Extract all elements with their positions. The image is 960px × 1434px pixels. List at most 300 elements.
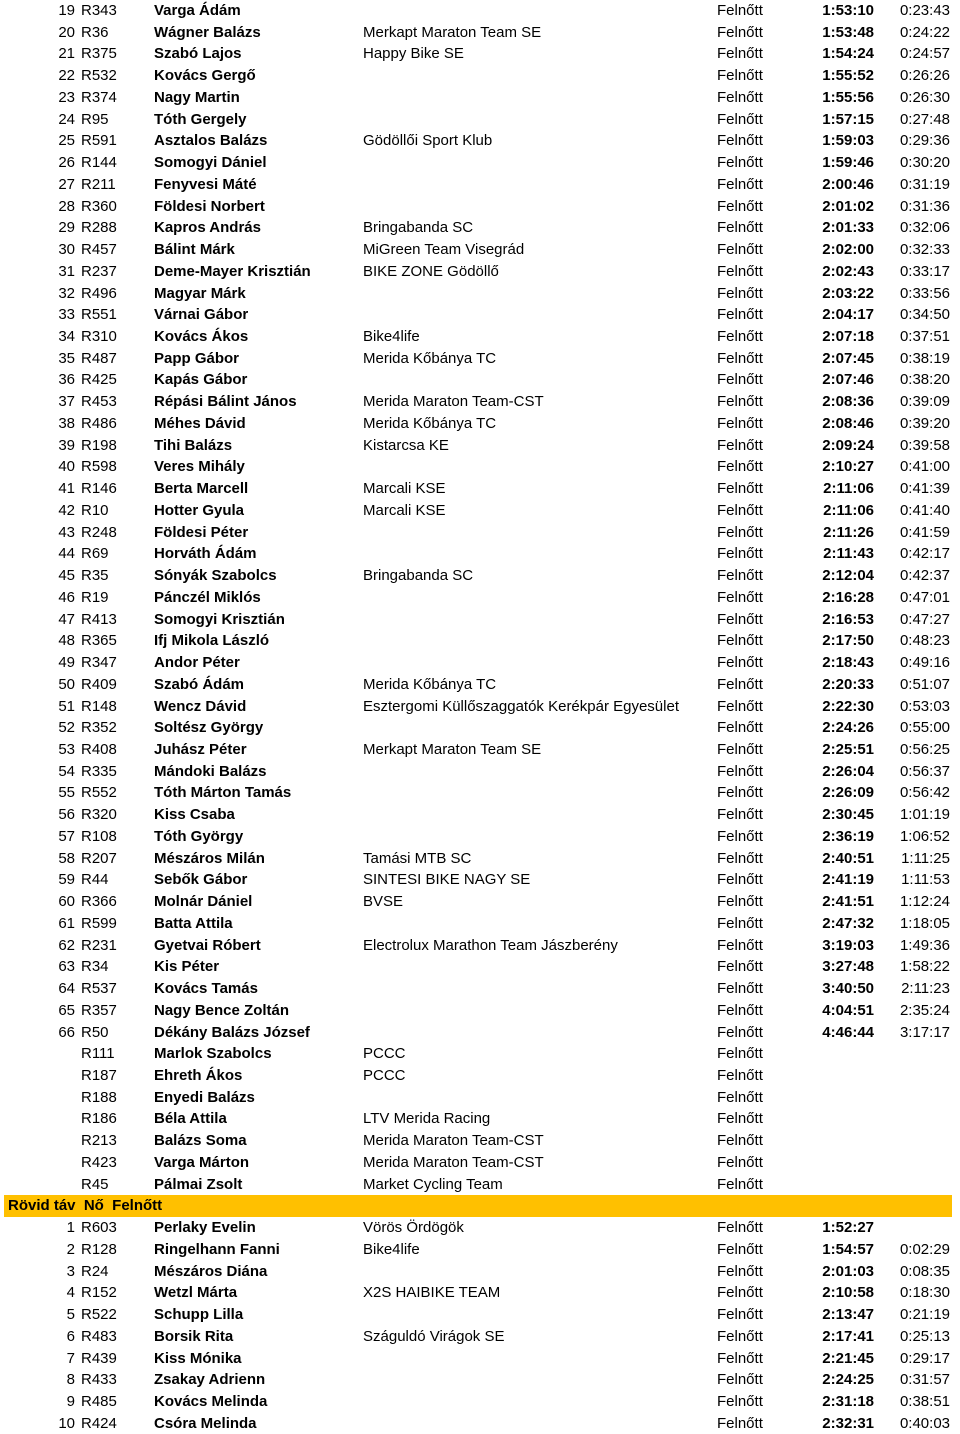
cell-name: Zsakay Adrienn — [154, 1371, 266, 1389]
cell-gap: 0:02:29 — [899, 1240, 950, 1258]
cell-bib: R423 — [81, 1153, 117, 1171]
table-row — [0, 1369, 960, 1391]
table-row — [0, 543, 960, 565]
cell-time: 2:40:51 — [822, 849, 874, 867]
cell-category: Felnőtt — [717, 610, 763, 628]
cell-gap: 3:17:17 — [899, 1023, 950, 1041]
cell-bib: R146 — [81, 480, 117, 498]
cell-time: 1:53:48 — [822, 23, 874, 41]
cell-team: BIKE ZONE Gödöllő — [363, 262, 499, 280]
cell-rank: 59 — [58, 871, 75, 889]
cell-category: Felnőtt — [717, 1327, 763, 1345]
cell-bib: R108 — [81, 827, 117, 845]
cell-rank: 30 — [58, 241, 75, 259]
cell-category: Felnőtt — [717, 1349, 763, 1367]
cell-bib: R207 — [81, 849, 117, 867]
cell-team: Tamási MTB SC — [363, 849, 472, 867]
cell-gap: 0:29:17 — [899, 1349, 950, 1367]
cell-time: 1:55:52 — [822, 67, 874, 85]
cell-category: Felnőtt — [717, 1023, 763, 1041]
cell-gap: 0:31:19 — [899, 175, 950, 193]
cell-bib: R551 — [81, 306, 117, 324]
cell-bib: R347 — [81, 654, 117, 672]
cell-category: Felnőtt — [717, 1262, 763, 1280]
cell-team: Merkapt Maraton Team SE — [363, 740, 542, 758]
cell-bib: R486 — [81, 414, 117, 432]
cell-category: Felnőtt — [717, 1110, 763, 1128]
cell-name: Kiss Csaba — [154, 806, 235, 824]
cell-rank: 6 — [66, 1327, 75, 1345]
table-row — [0, 891, 960, 913]
cell-time: 2:36:19 — [822, 827, 874, 845]
cell-gap: 0:34:50 — [899, 306, 950, 324]
cell-rank: 36 — [58, 371, 75, 389]
table-row — [0, 587, 960, 609]
cell-rank: 53 — [58, 740, 75, 758]
cell-time: 1:54:24 — [822, 45, 874, 63]
cell-bib: R111 — [81, 1045, 115, 1063]
cell-bib: R599 — [81, 914, 117, 932]
cell-category: Felnőtt — [717, 88, 763, 106]
cell-time: 2:02:00 — [822, 241, 874, 259]
table-row — [0, 326, 960, 348]
table-row — [0, 130, 960, 152]
cell-time: 1:59:03 — [822, 132, 874, 150]
cell-time: 2:07:18 — [822, 328, 874, 346]
cell-team: LTV Merida Racing — [363, 1110, 491, 1128]
cell-team: MiGreen Team Visegrád — [363, 241, 525, 259]
cell-name: Szabó Lajos — [154, 45, 242, 63]
cell-category: Felnőtt — [717, 1153, 763, 1171]
cell-category: Felnőtt — [717, 762, 763, 780]
cell-team: Market Cycling Team — [363, 1175, 503, 1193]
cell-rank: 32 — [58, 284, 75, 302]
cell-name: Horváth Ádám — [154, 545, 257, 563]
cell-name: Deme-Mayer Krisztián — [154, 262, 311, 280]
cell-category: Felnőtt — [717, 1284, 763, 1302]
cell-bib: R198 — [81, 436, 117, 454]
cell-bib: R95 — [81, 110, 109, 128]
table-row — [0, 369, 960, 391]
cell-rank: 60 — [58, 893, 75, 911]
cell-name: Veres Mihály — [154, 458, 245, 476]
cell-time: 2:10:27 — [822, 458, 874, 476]
cell-time: 2:41:51 — [822, 893, 874, 911]
cell-bib: R413 — [81, 610, 117, 628]
cell-time: 2:10:58 — [822, 1284, 874, 1302]
table-row — [0, 1391, 960, 1413]
cell-bib: R186 — [81, 1110, 117, 1128]
cell-name: Tóth Márton Tamás — [154, 784, 292, 802]
cell-bib: R357 — [81, 1001, 117, 1019]
cell-time: 3:40:50 — [822, 980, 874, 998]
section-title: Rövid táv Nő Felnőtt — [8, 1197, 163, 1215]
cell-team: Bike4life — [363, 1240, 420, 1258]
cell-bib: R44 — [81, 871, 109, 889]
table-row — [0, 1130, 960, 1152]
cell-category: Felnőtt — [717, 328, 763, 346]
table-row — [0, 500, 960, 522]
cell-category: Felnőtt — [717, 349, 763, 367]
cell-category: Felnőtt — [717, 197, 763, 215]
cell-team: Bringabanda SC — [363, 567, 474, 585]
cell-category: Felnőtt — [717, 1414, 763, 1432]
cell-rank: 62 — [58, 936, 75, 954]
cell-name: Molnár Dániel — [154, 893, 253, 911]
cell-category: Felnőtt — [717, 501, 763, 519]
cell-time: 2:08:46 — [822, 414, 874, 432]
cell-name: Mészáros Milán — [154, 849, 265, 867]
cell-time: 2:26:04 — [822, 762, 874, 780]
table-row — [0, 826, 960, 848]
cell-rank: 52 — [58, 719, 75, 737]
cell-gap: 0:38:20 — [899, 371, 950, 389]
cell-category: Felnőtt — [717, 154, 763, 172]
cell-rank: 35 — [58, 349, 75, 367]
table-row — [0, 65, 960, 87]
cell-category: Felnőtt — [717, 284, 763, 302]
cell-category: Felnőtt — [717, 393, 763, 411]
cell-name: Tóth Gergely — [154, 110, 247, 128]
table-row — [0, 761, 960, 783]
cell-name: Pálmai Zsolt — [154, 1175, 243, 1193]
cell-category: Felnőtt — [717, 1132, 763, 1150]
cell-rank: 48 — [58, 632, 75, 650]
cell-name: Tóth György — [154, 827, 244, 845]
cell-bib: R408 — [81, 740, 117, 758]
cell-rank: 25 — [58, 132, 75, 150]
cell-gap: 0:41:40 — [899, 501, 950, 519]
cell-time: 1:54:57 — [822, 1240, 874, 1258]
table-row — [0, 1000, 960, 1022]
cell-gap: 0:39:20 — [899, 414, 950, 432]
cell-time: 2:25:51 — [822, 740, 874, 758]
cell-team: Merida Maraton Team-CST — [363, 1132, 544, 1150]
cell-category: Felnőtt — [717, 110, 763, 128]
cell-gap: 0:42:17 — [899, 545, 950, 563]
cell-gap: 0:18:30 — [899, 1284, 950, 1302]
cell-time: 1:55:56 — [822, 88, 874, 106]
table-row — [0, 522, 960, 544]
cell-bib: R352 — [81, 719, 117, 737]
table-row — [0, 1348, 960, 1370]
cell-rank: 45 — [58, 567, 75, 585]
cell-team: PCCC — [363, 1045, 406, 1063]
cell-name: Andor Péter — [154, 654, 240, 672]
cell-bib: R366 — [81, 893, 117, 911]
cell-rank: 9 — [66, 1393, 75, 1410]
cell-rank: 64 — [58, 980, 75, 998]
cell-category: Felnőtt — [717, 45, 763, 63]
cell-rank: 63 — [58, 958, 75, 976]
cell-category: Felnőtt — [717, 893, 763, 911]
cell-category: Felnőtt — [717, 914, 763, 932]
cell-time: 2:31:18 — [822, 1393, 874, 1410]
cell-time: 3:27:48 — [822, 958, 874, 976]
cell-category: Felnőtt — [717, 67, 763, 85]
cell-name: Sebők Gábor — [154, 871, 248, 889]
cell-gap: 2:35:24 — [899, 1001, 950, 1019]
cell-bib: R69 — [81, 545, 109, 563]
cell-category: Felnőtt — [717, 306, 763, 324]
cell-time: 2:20:33 — [822, 675, 874, 693]
cell-name: Ifj Mikola László — [154, 632, 270, 650]
cell-gap: 1:06:52 — [899, 827, 950, 845]
cell-category: Felnőtt — [717, 2, 763, 19]
cell-name: Nagy Bence Zoltán — [154, 1001, 290, 1019]
cell-category: Felnőtt — [717, 806, 763, 824]
cell-gap: 0:38:51 — [899, 1393, 950, 1410]
cell-rank: 38 — [58, 414, 75, 432]
cell-name: Schupp Lilla — [154, 1306, 244, 1324]
cell-bib: R231 — [81, 936, 117, 954]
table-row — [0, 1413, 960, 1434]
table-row — [0, 609, 960, 631]
cell-gap: 0:26:26 — [899, 67, 950, 85]
cell-time: 2:12:04 — [822, 567, 874, 585]
cell-category: Felnőtt — [717, 219, 763, 237]
cell-team: Száguldó Virágok SE — [363, 1327, 505, 1345]
cell-bib: R213 — [81, 1132, 117, 1150]
table-row — [0, 696, 960, 718]
cell-name: Bálint Márk — [154, 241, 235, 259]
cell-gap: 0:08:35 — [899, 1262, 950, 1280]
cell-category: Felnőtt — [717, 523, 763, 541]
table-row — [0, 717, 960, 739]
cell-time: 2:02:43 — [822, 262, 874, 280]
cell-time: 2:11:26 — [823, 523, 874, 541]
cell-name: Kovács Gergő — [154, 67, 256, 85]
cell-gap: 1:12:24 — [899, 893, 950, 911]
cell-gap: 0:56:25 — [899, 740, 950, 758]
table-row — [0, 1304, 960, 1326]
cell-bib: R409 — [81, 675, 117, 693]
table-row — [0, 413, 960, 435]
cell-bib: R152 — [81, 1284, 117, 1302]
cell-rank: 40 — [58, 458, 75, 476]
cell-name: Mándoki Balázs — [154, 762, 267, 780]
cell-gap: 1:11:25 — [901, 849, 950, 867]
cell-category: Felnőtt — [717, 827, 763, 845]
cell-bib: R335 — [81, 762, 117, 780]
cell-gap: 0:33:56 — [899, 284, 950, 302]
cell-name: Méhes Dávid — [154, 414, 246, 432]
cell-team: BVSE — [363, 893, 404, 911]
cell-team: Marcali KSE — [363, 501, 446, 519]
cell-team: Gödöllői Sport Klub — [363, 132, 493, 150]
cell-gap: 0:39:58 — [899, 436, 950, 454]
cell-time: 2:30:45 — [822, 806, 874, 824]
table-row — [0, 1261, 960, 1283]
cell-category: Felnőtt — [717, 1066, 763, 1084]
cell-time: 2:11:43 — [823, 545, 874, 563]
cell-team: Electrolux Marathon Team Jászberény — [363, 936, 618, 954]
table-row — [0, 804, 960, 826]
cell-time: 2:17:41 — [822, 1327, 874, 1345]
cell-team: X2S HAIBIKE TEAM — [363, 1284, 501, 1302]
cell-bib: R320 — [81, 806, 117, 824]
cell-category: Felnőtt — [717, 980, 763, 998]
cell-bib: R496 — [81, 284, 117, 302]
cell-time: 2:17:50 — [822, 632, 874, 650]
cell-rank: 47 — [58, 610, 75, 628]
cell-rank: 7 — [66, 1349, 75, 1367]
cell-name: Magyar Márk — [154, 284, 246, 302]
cell-name: Földesi Péter — [154, 523, 249, 541]
cell-bib: R187 — [81, 1066, 117, 1084]
cell-rank: 57 — [58, 827, 75, 845]
cell-rank: 37 — [58, 393, 75, 411]
cell-name: Papp Gábor — [154, 349, 240, 367]
cell-time: 3:19:03 — [822, 936, 874, 954]
cell-rank: 54 — [58, 762, 75, 780]
cell-gap: 2:11:23 — [901, 980, 950, 998]
cell-rank: 61 — [58, 914, 75, 932]
cell-name: Kovács Melinda — [154, 1393, 268, 1410]
cell-gap: 0:56:37 — [899, 762, 950, 780]
cell-rank: 39 — [58, 436, 75, 454]
cell-time: 2:01:33 — [822, 219, 874, 237]
cell-bib: R45 — [81, 1175, 109, 1193]
cell-time: 2:22:30 — [822, 697, 874, 715]
cell-rank: 42 — [58, 501, 75, 519]
cell-gap: 0:55:00 — [899, 719, 950, 737]
cell-rank: 46 — [58, 588, 75, 606]
cell-team: PCCC — [363, 1066, 406, 1084]
cell-time: 2:26:09 — [822, 784, 874, 802]
cell-name: Ringelhann Fanni — [154, 1240, 280, 1258]
cell-rank: 34 — [58, 328, 75, 346]
cell-gap: 0:31:57 — [899, 1371, 950, 1389]
cell-category: Felnőtt — [717, 1306, 763, 1324]
cell-time: 1:52:27 — [822, 1219, 874, 1237]
cell-bib: R36 — [81, 23, 109, 41]
cell-time: 2:09:24 — [822, 436, 874, 454]
cell-rank: 49 — [58, 654, 75, 672]
cell-bib: R433 — [81, 1371, 117, 1389]
cell-category: Felnőtt — [717, 675, 763, 693]
cell-time: 2:18:43 — [822, 654, 874, 672]
cell-bib: R248 — [81, 523, 117, 541]
cell-category: Felnőtt — [717, 371, 763, 389]
cell-name: Sónyák Szabolcs — [154, 567, 277, 585]
cell-bib: R211 — [81, 175, 116, 193]
table-row — [0, 435, 960, 457]
cell-gap: 0:33:17 — [899, 262, 950, 280]
cell-bib: R375 — [81, 45, 117, 63]
cell-rank: 56 — [58, 806, 75, 824]
cell-team: Merida Kőbánya TC — [363, 349, 497, 367]
cell-gap: 0:41:59 — [899, 523, 950, 541]
cell-bib: R50 — [81, 1023, 109, 1041]
cell-category: Felnőtt — [717, 241, 763, 259]
cell-bib: R522 — [81, 1306, 117, 1324]
cell-time: 2:16:53 — [822, 610, 874, 628]
cell-name: Berta Marcell — [154, 480, 249, 498]
cell-time: 2:01:03 — [822, 1262, 874, 1280]
cell-gap: 1:18:05 — [899, 914, 950, 932]
cell-name: Marlok Szabolcs — [154, 1045, 272, 1063]
cell-gap: 0:24:22 — [899, 23, 950, 41]
cell-time: 2:07:46 — [822, 371, 874, 389]
cell-rank: 50 — [58, 675, 75, 693]
cell-name: Földesi Norbert — [154, 197, 265, 215]
cell-bib: R487 — [81, 349, 117, 367]
cell-name: Juhász Péter — [154, 740, 247, 758]
cell-time: 2:47:32 — [822, 914, 874, 932]
table-row — [0, 935, 960, 957]
cell-category: Felnőtt — [717, 23, 763, 41]
cell-bib: R537 — [81, 980, 117, 998]
cell-category: Felnőtt — [717, 132, 763, 150]
cell-gap: 0:39:09 — [899, 393, 950, 411]
cell-name: Asztalos Balázs — [154, 132, 268, 150]
cell-time: 2:07:45 — [822, 349, 874, 367]
cell-team: Happy Bike SE — [363, 45, 464, 63]
cell-name: Tihi Balázs — [154, 436, 233, 454]
cell-time: 2:00:46 — [822, 175, 874, 193]
cell-category: Felnőtt — [717, 414, 763, 432]
cell-name: Kapros András — [154, 219, 261, 237]
cell-bib: R457 — [81, 241, 117, 259]
cell-gap: 0:41:00 — [899, 458, 950, 476]
cell-bib: R598 — [81, 458, 117, 476]
cell-bib: R483 — [81, 1327, 117, 1345]
cell-rank: 41 — [58, 480, 75, 498]
cell-time: 2:11:06 — [823, 501, 874, 519]
table-row — [0, 22, 960, 44]
cell-time: 1:59:46 — [822, 154, 874, 172]
cell-name: Ehreth Ákos — [154, 1066, 243, 1084]
cell-bib: R343 — [81, 2, 117, 19]
table-row — [0, 478, 960, 500]
cell-bib: R24 — [81, 1262, 109, 1280]
cell-team: Esztergomi Küllőszaggatók Kerékpár Egyesület — [363, 697, 679, 715]
table-row — [0, 1022, 960, 1044]
table-row — [0, 848, 960, 870]
cell-team: Merida Kőbánya TC — [363, 414, 497, 432]
table-row — [0, 456, 960, 478]
cell-category: Felnőtt — [717, 1088, 763, 1106]
cell-time: 2:32:31 — [822, 1414, 874, 1432]
cell-category: Felnőtt — [717, 1001, 763, 1019]
cell-time: 4:46:44 — [822, 1023, 874, 1041]
cell-gap: 1:49:36 — [899, 936, 950, 954]
cell-name: Somogyi Dániel — [154, 154, 267, 172]
cell-gap: 0:40:03 — [899, 1414, 950, 1432]
table-row — [0, 1326, 960, 1348]
table-row — [0, 739, 960, 761]
cell-name: Dékány Balázs József — [154, 1023, 310, 1041]
cell-team: Merida Maraton Team-CST — [363, 1153, 544, 1171]
cell-name: Wágner Balázs — [154, 23, 261, 41]
cell-team: Merida Kőbánya TC — [363, 675, 497, 693]
table-row — [0, 196, 960, 218]
cell-time: 1:53:10 — [822, 2, 874, 19]
cell-gap: 0:42:37 — [899, 567, 950, 585]
cell-gap: 0:56:42 — [899, 784, 950, 802]
cell-rank: 24 — [58, 110, 75, 128]
cell-name: Enyedi Balázs — [154, 1088, 255, 1106]
cell-bib: R148 — [81, 697, 117, 715]
cell-team: Bringabanda SC — [363, 219, 474, 237]
cell-gap: 0:23:43 — [899, 2, 950, 19]
cell-time: 4:04:51 — [822, 1001, 874, 1019]
cell-bib: R19 — [81, 588, 109, 606]
cell-time: 2:11:06 — [823, 480, 874, 498]
cell-rank: 44 — [58, 545, 75, 563]
cell-gap: 0:41:39 — [899, 480, 950, 498]
